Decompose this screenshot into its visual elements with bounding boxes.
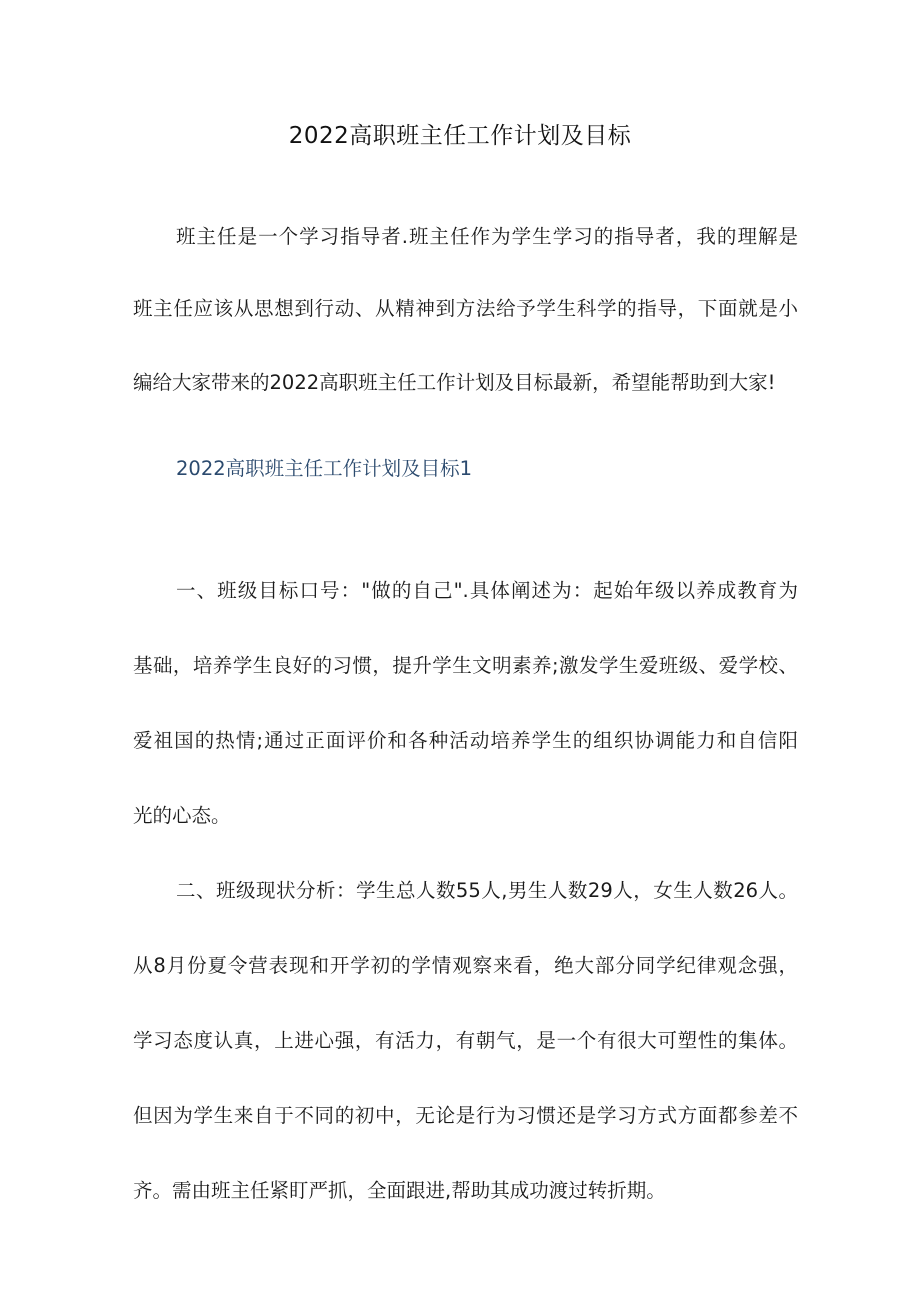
paragraph1-line-2: 基础，培养学生良好的习惯，提升学生文明素养;激发学生爱班级、爱学校、 <box>133 654 798 677</box>
intro-line-2: 班主任应该从思想到行动、从精神到方法给予学生科学的指导，下面就是小 <box>133 297 798 320</box>
paragraph2-line-5: 齐。需由班主任紧盯严抓，全面跟进,帮助其成功渡过转折期。 <box>133 1179 666 1202</box>
paragraph2-line-3: 学习态度认真，上进心强，有活力，有朝气，是一个有很大可塑性的集体。 <box>133 1029 798 1052</box>
paragraph1-line-3: 爱祖国的热情;通过正面评价和各种活动培养学生的组织协调能力和自信阳 <box>133 729 798 752</box>
paragraph2-line-2: 从8月份夏令营表现和开学初的学情观察来看，绝大部分同学纪律观念强， <box>133 954 798 977</box>
paragraph2-line-4: 但因为学生来自于不同的初中，无论是行为习惯还是学习方式方面都参差不 <box>133 1104 798 1127</box>
paragraph1-line-4: 光的心态。 <box>133 804 231 827</box>
section-heading: 2022高职班主任工作计划及目标1 <box>176 457 473 480</box>
paragraph2-line-1: 二、班级现状分析：学生总人数55人,男生人数29人，女生人数26人。 <box>176 879 798 902</box>
intro-line-3: 编给大家带来的2022高职班主任工作计划及目标最新，希望能帮助到大家! <box>133 371 776 394</box>
document-title: 2022高职班主任工作计划及目标 <box>288 123 632 149</box>
paragraph1-line-1: 一、班级目标口号："做的自己".具体阐述为：起始年级以养成教育为 <box>176 579 798 602</box>
intro-line-1: 班主任是一个学习指导者.班主任作为学生学习的指导者，我的理解是 <box>176 225 798 248</box>
